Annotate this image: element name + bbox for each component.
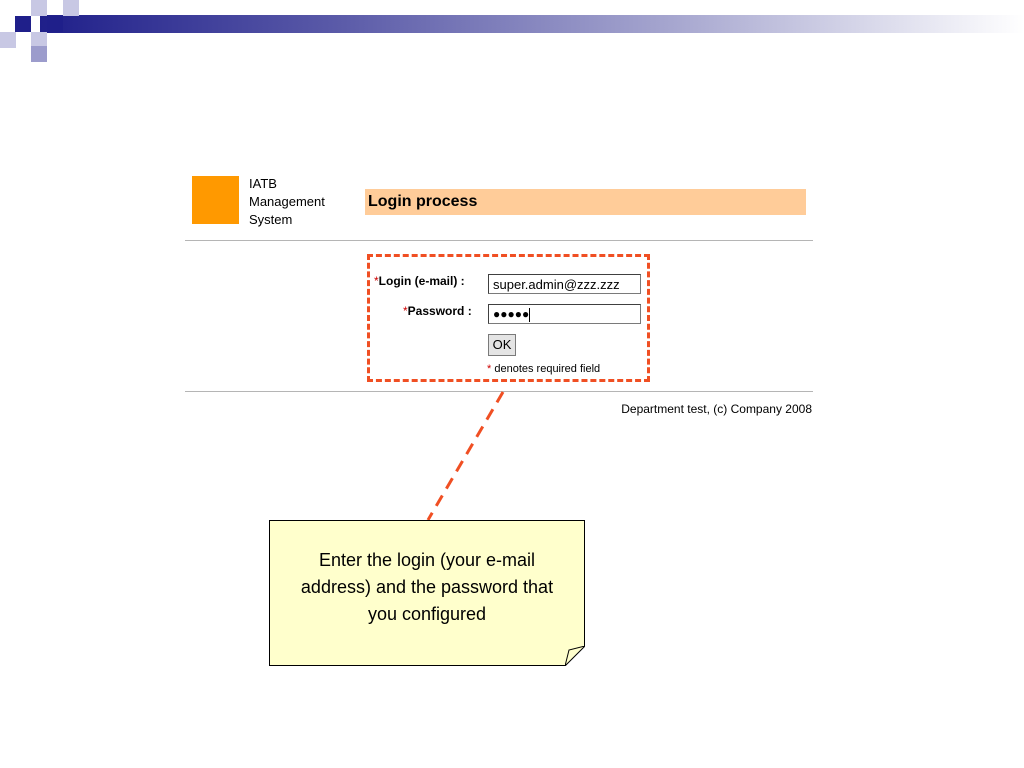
page-fold-corner [565,646,585,666]
required-marker: * [403,304,408,318]
required-note: * denotes required field [487,363,601,375]
footer-text: Department test, (c) Company 2008 [621,402,812,416]
page-title: Login process [365,189,806,215]
required-marker: * [374,274,379,288]
password-label: *Password : [403,304,472,318]
callout-text: Enter the login (your e-mail address) and the password that you configured [300,550,554,624]
required-marker: * [487,363,492,375]
system-name: IATB Management System [249,176,325,227]
login-label: *Login (e-mail) : [374,274,465,288]
password-mask: ●●●●● [493,307,530,321]
callout-connector-line [428,392,503,520]
callout-note [269,520,585,666]
ok-button[interactable]: OK [488,334,516,356]
